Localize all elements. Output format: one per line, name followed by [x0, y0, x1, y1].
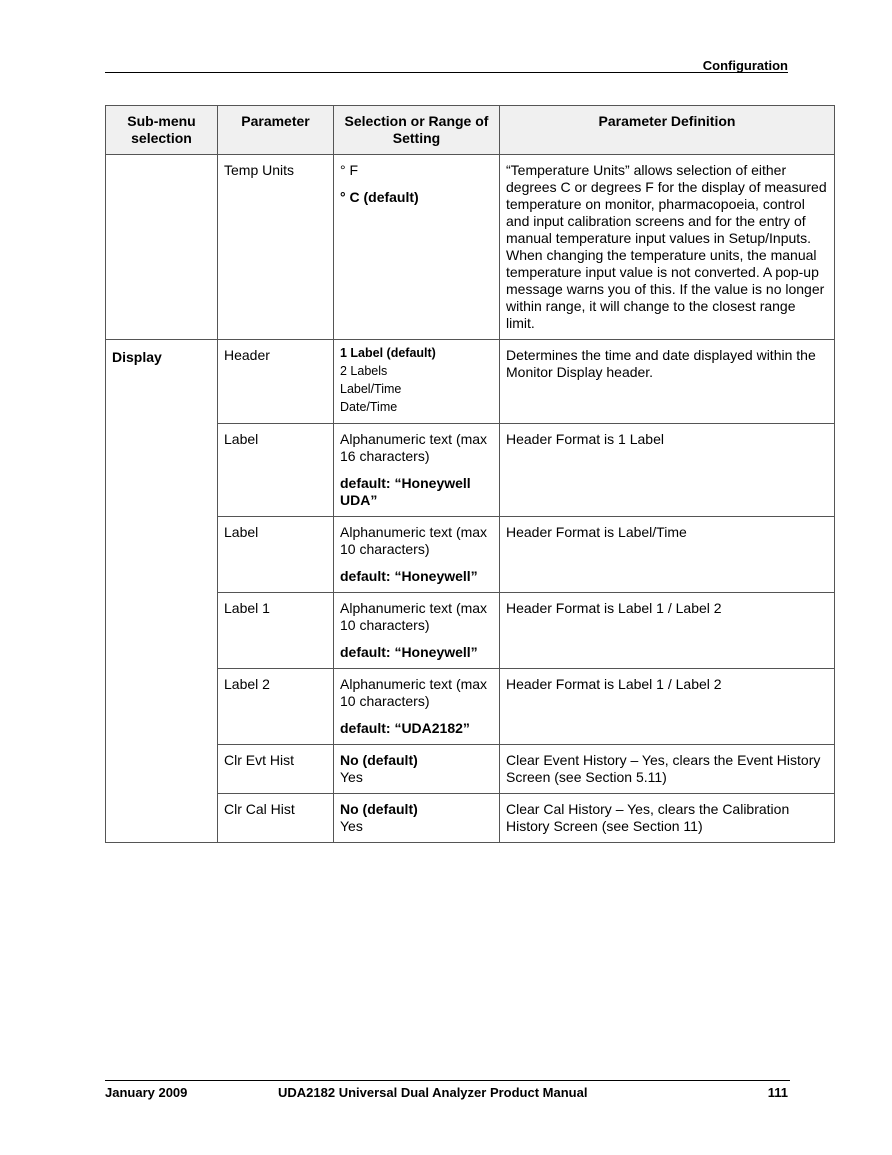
- definition-cell: Header Format is Label/Time: [500, 517, 835, 593]
- parameter-cell: Label 2: [218, 669, 334, 745]
- selection-option: ° F: [340, 162, 359, 178]
- selection-cell: [334, 155, 500, 340]
- selection-cell: [334, 669, 500, 745]
- selection-option: Yes: [340, 769, 363, 785]
- column-header-submenu: Sub-menu selection: [106, 106, 218, 155]
- definition-cell: Header Format is Label 1 / Label 2: [500, 669, 835, 745]
- parameter-cell: Temp Units: [218, 155, 334, 340]
- selection-default: No (default): [340, 801, 418, 817]
- configuration-table: [105, 105, 835, 843]
- selection-default: default: “Honeywell UDA”: [340, 475, 471, 508]
- table-row: [106, 155, 835, 340]
- table-header-row: [106, 106, 835, 155]
- selection-cell: [334, 745, 500, 794]
- definition-cell: “Temperature Units” allows selection of either degrees C or degrees F for the display of measured temperature on monitor, pharmacopoeia, control and input calibration screens and for the entry of manual temperature input values in Setup/Inputs. When changing the temperature units, the manual temperature input value is not converted. A pop-up message warns you of this. If the value is no longer within range, it will change to the closest range limit.: [500, 155, 835, 340]
- page-number: 111: [767, 1085, 788, 1100]
- page-header: [105, 57, 788, 73]
- selection-cell: [334, 340, 500, 424]
- table-row: [106, 340, 835, 424]
- selection-cell: [334, 424, 500, 517]
- footer-date: January 2009: [105, 1085, 188, 1100]
- column-header-definition: Parameter Definition: [500, 106, 835, 155]
- selection-cell: [334, 517, 500, 593]
- selection-option: Alphanumeric text (max 16 characters): [340, 431, 488, 464]
- definition-cell: Header Format is 1 Label: [500, 424, 835, 517]
- page-footer: [105, 1080, 790, 1103]
- selection-default: default: “Honeywell”: [340, 568, 478, 584]
- section-title: Configuration: [702, 58, 788, 73]
- submenu-display: Display: [106, 340, 218, 843]
- column-header-selection: Selection or Range of Setting: [334, 106, 500, 155]
- selection-cell: [334, 593, 500, 669]
- definition-cell: Clear Cal History – Yes, clears the Calibration History Screen (see Section 11): [500, 794, 835, 843]
- selection-option: Alphanumeric text (max 10 characters): [340, 600, 488, 633]
- parameter-cell: Label: [218, 517, 334, 593]
- parameter-cell: Header: [218, 340, 334, 424]
- selection-option: Alphanumeric text (max 10 characters): [340, 676, 488, 709]
- column-header-parameter: Parameter: [218, 106, 334, 155]
- selection-option: Yes: [340, 818, 363, 834]
- submenu-cell: [106, 155, 218, 340]
- selection-cell: [334, 794, 500, 843]
- selection-option: 2 Labels: [340, 364, 388, 378]
- parameter-cell: Label: [218, 424, 334, 517]
- selection-default: default: “Honeywell”: [340, 644, 478, 660]
- definition-cell: Clear Event History – Yes, clears the Event History Screen (see Section 5.11): [500, 745, 835, 794]
- definition-cell: Header Format is Label 1 / Label 2: [500, 593, 835, 669]
- parameter-cell: Label 1: [218, 593, 334, 669]
- parameter-cell: Clr Evt Hist: [218, 745, 334, 794]
- footer-title: UDA2182 Universal Dual Analyzer Product Manual: [278, 1085, 588, 1100]
- selection-default: ° C (default): [340, 189, 419, 205]
- selection-default: 1 Label (default): [340, 346, 436, 360]
- definition-cell: Determines the time and date displayed within the Monitor Display header.: [500, 340, 835, 424]
- selection-option: Label/Time: [340, 382, 402, 396]
- selection-option: Alphanumeric text (max 10 characters): [340, 524, 488, 557]
- parameter-cell: Clr Cal Hist: [218, 794, 334, 843]
- selection-option: Date/Time: [340, 400, 398, 414]
- selection-default: No (default): [340, 752, 418, 768]
- selection-default: default: “UDA2182”: [340, 720, 470, 736]
